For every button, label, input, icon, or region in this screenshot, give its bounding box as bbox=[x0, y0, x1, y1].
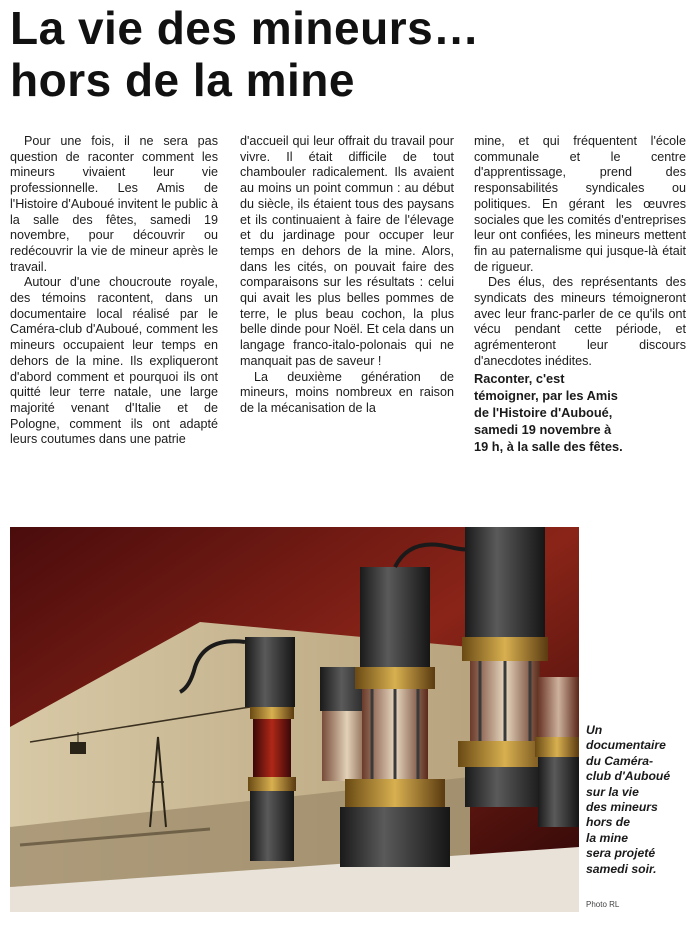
event-info-line: samedi 19 novembre à bbox=[474, 421, 612, 437]
headline-line-2: hors de la mine bbox=[10, 54, 355, 106]
paragraph-second-generation: La deuxième génération de mineurs, moins nombreux en raison de la mécanisation de la bbox=[240, 369, 454, 415]
caption-line: Un bbox=[586, 723, 603, 737]
miner-lamps-illustration bbox=[10, 527, 579, 912]
event-info-line: 19 h, à la salle des fêtes. bbox=[474, 438, 623, 454]
article-column-3 bbox=[474, 134, 686, 516]
caption-line: hors de bbox=[586, 815, 631, 830]
photo-miner-lamps bbox=[10, 527, 579, 912]
event-info-line: de l'Histoire d'Auboué, bbox=[474, 404, 613, 420]
caption-line: club d'Auboué bbox=[586, 769, 671, 784]
paragraph-elus: Des élus, des représentants des syndicats des mineurs témoigneront avec leur franc-parler de ce qu'ils ont vécu pendant cette période, et agrémenteront leur discours d'anecdotes inédites. bbox=[474, 275, 686, 368]
paragraph-choucroute: Autour d'une choucroute royale, des témoins racontent, dans un documentaire local réalisé par le Caméra-club d'Auboué, comment les mineurs occupaient leur temps en dehors de la mine. Ils expliqueront d'abord comment et pourquoi ils ont quitté leur terre natale, une large majorité venant d'Italie et de Pologne, comment ils ont adapté leurs coutumes dans une patrie bbox=[10, 275, 218, 447]
caption-line: la mine bbox=[586, 830, 628, 845]
caption-line: des mineurs bbox=[586, 800, 658, 815]
article-column-1 bbox=[10, 134, 218, 516]
photo-credit: Photo RL bbox=[586, 900, 620, 909]
paragraph-intro: Pour une fois, il ne sera pas question de raconter comment les mineurs vivaient leur vie professionnelle. Les Amis de l'Histoire d'Auboué invitent le public à la salle des fêtes, samedi 19 novembre, pour découvrir ou redécouvrir la vie de mineur après le travail. bbox=[10, 134, 218, 274]
caption-line: sera projeté bbox=[586, 846, 656, 861]
caption-line: du Caméra- bbox=[586, 753, 654, 768]
caption-line: documentaire bbox=[586, 738, 666, 753]
paragraph-second-generation-continued: mine, et qui fréquentent l'école communale et le centre d'apprentissage, prend des responsabilités syndicales ou politiques. En gérant les œuvres sociales que les comités d'entreprises leur ont confiées, les mineurs mettent fin au paternalisme qui jusque-là était de rigueur. bbox=[474, 134, 686, 274]
headline bbox=[10, 2, 690, 106]
caption-line: samedi soir. bbox=[586, 861, 657, 876]
paragraph-choucroute-continued: d'accueil qui leur offrait du travail pour vivre. Il était difficile de tout chambouler radicalement. Ils avaient au moins un point commun : au début du siècle, ils étaient tous des paysans et ils continuaient à faire de l'élevage et du jardinage pour occuper leur temps en dehors de la mine. Alors, dans les cités, on pouvait faire des comparaisons sur les résultats : celui qui avait les plus belles pommes de terre, le plus beau cochon, la plus belle dinde pour Noël. Et cela dans un langage franco-italo-polonais qui ne manquait pas de saveur ! bbox=[240, 134, 454, 368]
event-info-line: témoigner, par les Amis bbox=[474, 387, 618, 403]
headline-line-1: La vie des mineurs… bbox=[10, 2, 480, 54]
article-column-2 bbox=[240, 134, 454, 516]
caption-line: sur la vie bbox=[586, 784, 639, 799]
photo-caption bbox=[586, 723, 690, 877]
event-info bbox=[474, 370, 686, 455]
event-info-line: Raconter, c'est bbox=[474, 370, 565, 386]
